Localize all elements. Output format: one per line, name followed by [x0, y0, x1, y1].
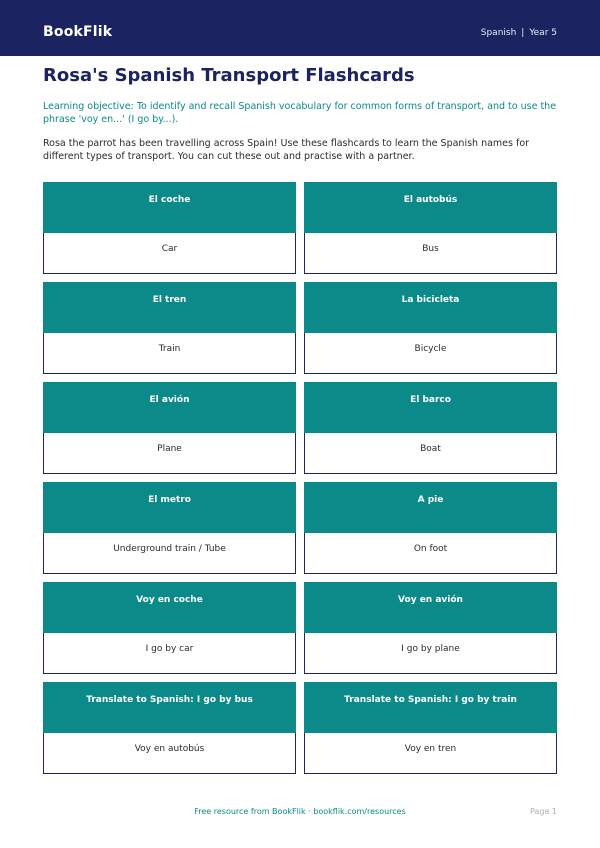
flashcard: [43, 482, 296, 574]
flashcard-front: El barco: [304, 382, 557, 433]
flashcard-front: El avión: [43, 382, 296, 433]
flashcard: [43, 382, 296, 474]
flashcard-back: On foot: [304, 533, 557, 574]
flashcard: [304, 382, 557, 474]
flashcard: [304, 182, 557, 274]
flashcard: [43, 282, 296, 374]
flashcard: [304, 482, 557, 574]
flashcard-back: Underground train / Tube: [43, 533, 296, 574]
flashcard-front: Voy en coche: [43, 582, 296, 633]
intro-paragraph: Rosa the parrot has been travelling across Spain! Use these flashcards to learn the Spanish names for different types of transport. You can cut these out and practise with a partner.: [43, 138, 530, 162]
footer-credit: Free resource from BookFlik · bookflik.com/resources: [194, 807, 406, 816]
flashcard-front: A pie: [304, 482, 557, 533]
flashcard: [43, 182, 296, 274]
flashcard-front: El coche: [43, 182, 296, 233]
flashcard-front: Translate to Spanish: I go by train: [304, 682, 557, 733]
year-label: Year 5: [529, 28, 557, 38]
flashcard-back: I go by car: [43, 633, 296, 674]
flashcard-front: El autobús: [304, 182, 557, 233]
flashcard-front: El tren: [43, 282, 296, 333]
meta-separator: |: [521, 28, 525, 38]
flashcard: [304, 282, 557, 374]
flashcard-back: I go by plane: [304, 633, 557, 674]
flashcard-back: Voy en tren: [304, 733, 557, 774]
flashcard: [43, 682, 296, 774]
flashcard-back: Plane: [43, 433, 296, 474]
flashcard: [304, 582, 557, 674]
flashcard-back: Boat: [304, 433, 557, 474]
brand-logo-text: BookFlik: [43, 24, 113, 40]
flashcard-back: Bus: [304, 233, 557, 274]
flashcard-front: Voy en avión: [304, 582, 557, 633]
flashcard: [304, 682, 557, 774]
flashcard-back: Voy en autobús: [43, 733, 296, 774]
flashcard-back: Bicycle: [304, 333, 557, 374]
flashcard-front: El metro: [43, 482, 296, 533]
top-banner: [0, 0, 600, 56]
subject-label: Spanish: [480, 28, 517, 38]
flashcard-front: Translate to Spanish: I go by bus: [43, 682, 296, 733]
flashcard-grid: [43, 182, 557, 774]
learning-objective: Learning objective: To identify and recall Spanish vocabulary for common forms of transport, and to use the phrase 'voy en...' (I go by...).: [43, 101, 557, 125]
flashcard-back: Car: [43, 233, 296, 274]
flashcard-front: La bicicleta: [304, 282, 557, 333]
subject-year-label: [481, 26, 557, 40]
page-number: Page 1: [530, 807, 557, 816]
page-title: Rosa's Spanish Transport Flashcards: [43, 65, 415, 86]
flashcard: [43, 582, 296, 674]
flashcard-back: Train: [43, 333, 296, 374]
